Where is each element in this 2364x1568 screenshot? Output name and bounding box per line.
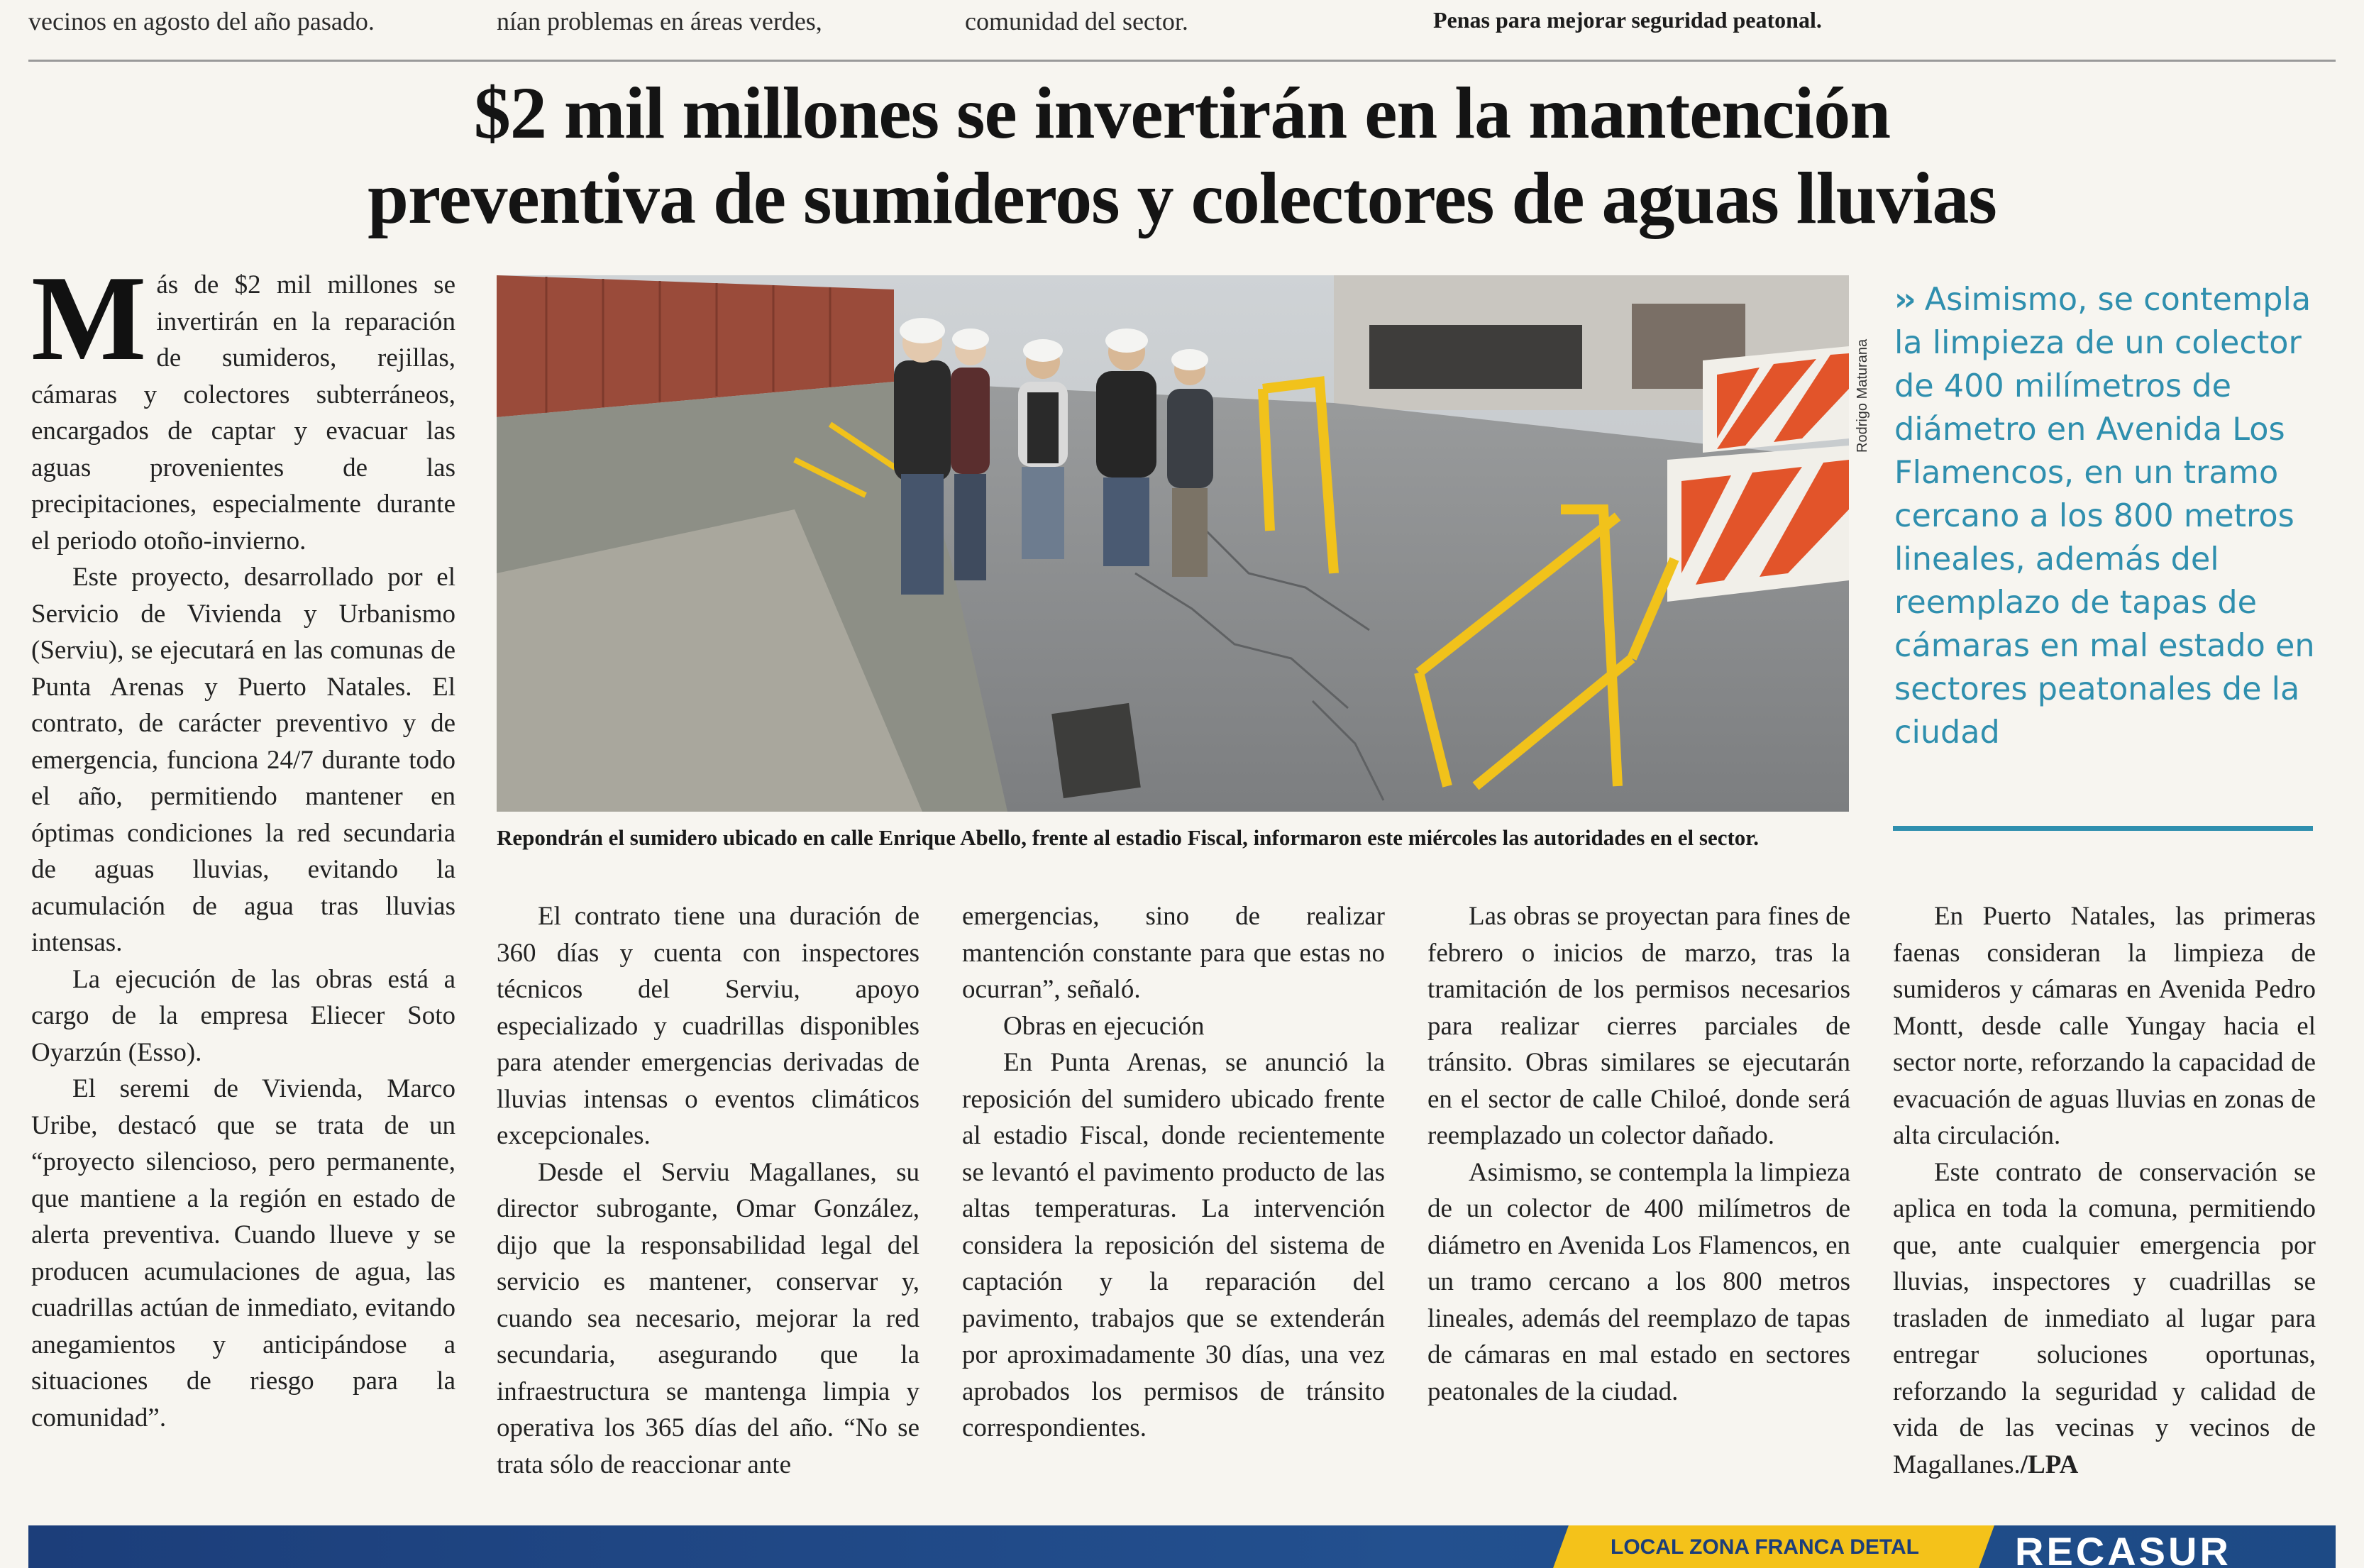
ad-banner[interactable] — [28, 1525, 2336, 1568]
prev-article-col1: vecinos en agosto del año pasado. — [28, 7, 375, 35]
paragraph-text: Este contrato de conservación se aplica en toda la comuna, permitiendo que, ante cualquier emergencia por lluvias, inspectores y cuadrillas se trasladen de inmediato al lugar para entregar soluciones oportunas, reforzando la seguridad y calidad de vida de las vecinas y vecinos de Magallanes. — [1893, 1157, 2316, 1479]
paragraph: ás de $2 mil millones se invertirán en la reparación de sumideros, rejillas, cámaras y colectores subterráneos, encargados de captar y evacuar las aguas provenientes de las precipitaciones, especialmente durante el periodo otoño-invierno. — [31, 270, 455, 556]
pull-quote — [1894, 278, 2320, 754]
paragraph — [1893, 1154, 2316, 1484]
paragraph: Desde el Serviu Magallanes, su director subrogante, Omar González, dijo que la responsabilidad legal del servicio es mantener, conservar y, cuando sea necesario, mejorar la red secundaria, asegurando que la infraestructura se mantenga limpia y operativa los 365 días del año. “No se trata sólo de reaccionar ante — [497, 1157, 919, 1479]
photo-caption: Repondrán el sumidero ubicado en calle Enrique Abello, frente al estadio Fiscal, informaron este miércoles las autoridades en el sector. — [497, 825, 1759, 850]
author-signature: /LPA — [2020, 1450, 2079, 1479]
article-column-2 — [497, 898, 919, 1483]
prev-article-col2: nían problemas en áreas verdes, — [497, 7, 822, 35]
street-photo-illustration — [497, 275, 1849, 812]
headline-line2: preventiva de sumideros y colectores de aguas lluvias — [368, 158, 1996, 239]
article-column-3 — [962, 898, 1385, 1447]
paragraph: Asimismo, se contempla la limpieza de un colector de 400 milímetros de diámetro en Avenida Los Flamencos, en un tramo cercano a los 800 metros lineales, además del reemplazo de tapas de cámaras en mal estado en sectores peatonales de la ciudad. — [1427, 1157, 1850, 1406]
paragraph: La ejecución de las obras está a cargo de la empresa Eliecer Soto Oyarzún (Esso). — [31, 964, 455, 1067]
dropcap: M — [31, 251, 147, 386]
article-photo — [497, 275, 1849, 812]
banner-label: LOCAL ZONA FRANCA DETAL — [1611, 1535, 1919, 1559]
pull-quote-text: Asimismo, se contempla la limpieza de un colector de 400 milímetros de diámetro en Avenida Los Flamencos, en un tramo cercano a los 800 metros lineales, además del reemplazo de tapas de cámaras en mal estado en sectores peatonales de la ciudad — [1894, 282, 2315, 751]
pull-quote-divider — [1893, 826, 2313, 831]
paragraph: En Punta Arenas, se anunció la reposición del sumidero ubicado frente al estadio Fiscal, donde recientemente se levantó el pavimento producto de las altas temperaturas. La intervención considera la reposición del sistema de captación y la reparación del pavimento, trabajos que se extenderán por aproximadamente 30 días, una vez aprobados los permisos de tránsito correspondientes. — [962, 1048, 1385, 1442]
banner-brand-logo: RECASUR — [2015, 1529, 2231, 1568]
paragraph: El contrato tiene una duración de 360 días y cuenta con inspectores técnicos del Serviu, apoyo especializado y cuadrillas disponibles para atender emergencias derivadas de lluvias intensas o eventos climáticos excepcionales. — [497, 902, 919, 1150]
subheading: Obras en ejecución — [1003, 1011, 1205, 1041]
prev-article-col4: Penas para mejorar seguridad peatonal. — [1433, 7, 1822, 33]
paragraph: Este proyecto, desarrollado por el Servicio de Vivienda y Urbanismo (Serviu), se ejecutará en las comunas de Punta Arenas y Puerto Natales. El contrato, de carácter preventivo y de emergencia, funciona 24/7 durante todo el año, permitiendo mantener en óptimas condiciones la red secundaria de aguas lluvias, evitando la acumulación de agua tras lluvias intensas. — [31, 563, 455, 957]
paragraph: El seremi de Vivienda, Marco Uribe, destacó que se trata de un “proyecto silencioso, pero permanente, que mantiene a la región en estado de alerta preventiva. Cuando llueve y se producen acumulaciones de agua, las cuadrillas actúan de inmediato, evitando anegamientos y anticipándose a situaciones de riesgo para la comunidad”. — [31, 1074, 455, 1432]
paragraph: En Puerto Natales, las primeras faenas consideran la limpieza de sumideros y cámaras en Avenida Pedro Montt, desde calle Yungay hacia el sector norte, reforzando la capacidad de evacuación de aguas lluvias en zonas de alta circulación. — [1893, 902, 2316, 1150]
article-column-1 — [31, 251, 455, 1436]
paragraph: emergencias, sino de realizar mantención constante para que estas no ocurran”, señaló. — [962, 902, 1385, 1004]
article-column-5 — [1893, 898, 2316, 1483]
double-chevron-icon: ›› — [1894, 282, 1912, 318]
paragraph: Las obras se proyectan para fines de febrero o inicios de marzo, tras la tramitación de los permisos necesarios para realizar cierres parciales de tránsito. Obras similares se ejecutarán en el sector de calle Chiloé, donde será reemplazado un colector dañado. — [1427, 902, 1850, 1150]
headline — [28, 71, 2336, 241]
article-column-4 — [1427, 898, 1850, 1410]
headline-line1: $2 mil millones se invertirán en la mantención — [473, 72, 1891, 154]
top-divider — [28, 60, 2336, 62]
prev-article-col3: comunidad del sector. — [965, 7, 1188, 35]
photo-credit: Rodrigo Maturana — [1855, 338, 1870, 453]
